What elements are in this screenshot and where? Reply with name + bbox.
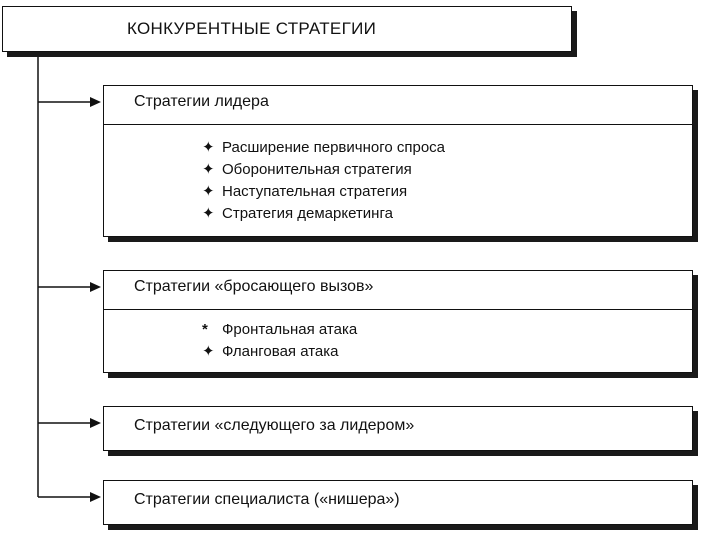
- arrow-2: [90, 282, 101, 292]
- list-item-text: Стратегия демаркетинга: [222, 205, 393, 222]
- strategy-box-follower: [103, 406, 693, 451]
- arrow-1: [90, 97, 101, 107]
- strategy-items-list: [202, 137, 445, 225]
- bullet-icon: ✦: [202, 139, 215, 156]
- strategy-heading: Стратегии «бросающего вызов»: [134, 278, 374, 295]
- list-item: [202, 341, 357, 363]
- divider: [104, 124, 692, 125]
- bullet-icon: ✦: [202, 343, 215, 360]
- list-item-text: Наступательная стратегия: [222, 183, 408, 200]
- list-item: [202, 181, 445, 203]
- strategy-box-challenger: [103, 270, 693, 373]
- diagram-title: КОНКУРЕНТНЫЕ СТРАТЕГИИ: [127, 19, 377, 38]
- divider: [104, 309, 692, 310]
- list-item-text: Фронтальная атака: [222, 321, 358, 338]
- strategy-heading: Стратегии лидера: [134, 93, 269, 110]
- list-item: [202, 137, 445, 159]
- list-item-text: Расширение первичного спроса: [222, 139, 446, 156]
- strategy-heading: Стратегии специалиста («нишера»): [134, 491, 400, 508]
- list-item-text: Фланговая атака: [222, 343, 339, 360]
- strategy-box-nicher: [103, 480, 693, 525]
- list-item: [202, 319, 357, 341]
- bullet-icon: ✦: [202, 161, 215, 178]
- title-box: [2, 6, 572, 52]
- arrow-4: [90, 492, 101, 502]
- bullet-icon: *: [202, 321, 208, 338]
- arrow-3: [90, 418, 101, 428]
- strategy-heading: Стратегии «следующего за лидером»: [134, 417, 415, 434]
- strategy-box-leader: [103, 85, 693, 237]
- bullet-icon: ✦: [202, 183, 215, 200]
- list-item-text: Оборонительная стратегия: [222, 161, 412, 178]
- strategy-items-list: [202, 319, 357, 363]
- list-item: [202, 203, 445, 225]
- list-item: [202, 159, 445, 181]
- bullet-icon: ✦: [202, 205, 215, 222]
